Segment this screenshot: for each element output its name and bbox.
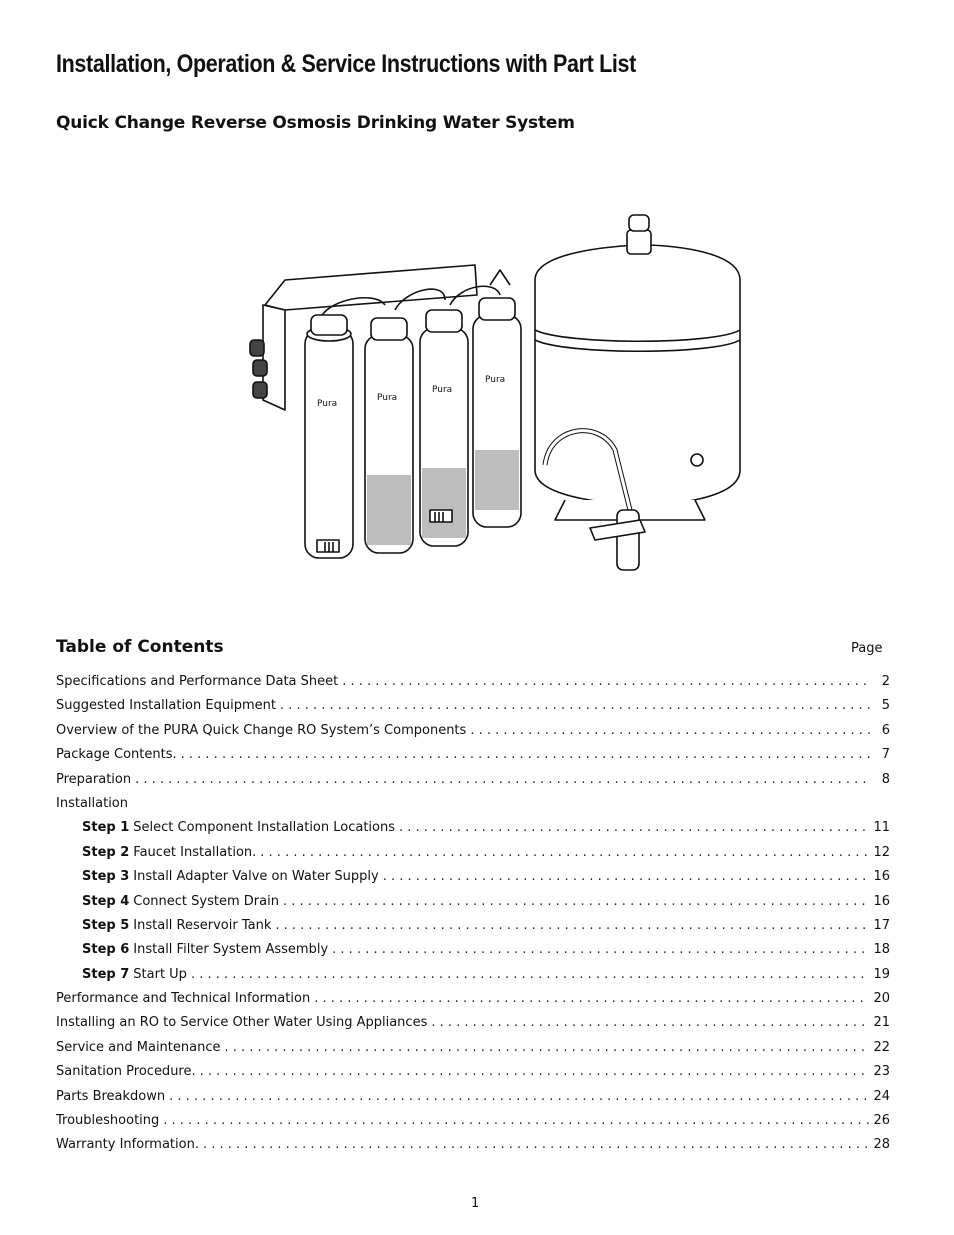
toc-entry-step: Step 1 xyxy=(82,820,130,836)
toc-entry-leader xyxy=(470,719,872,743)
toc-entry-page: 23 xyxy=(873,1064,890,1080)
toc-entry-leader xyxy=(135,768,872,792)
toc-entry-title: Specifications and Performance Data Sheet xyxy=(56,674,339,689)
toc-entry-title: Preparation xyxy=(56,771,132,787)
toc-entry-leader xyxy=(342,670,872,694)
toc-entry-leader xyxy=(332,938,869,962)
toc-entry-leader xyxy=(383,865,870,889)
toc-entry-title: Select Component Installation Locations xyxy=(133,820,396,836)
toc-entry[interactable] xyxy=(56,1060,890,1084)
brand-label-2: Pura xyxy=(377,393,398,403)
toc-entry[interactable] xyxy=(56,1109,890,1133)
toc-entry-leader xyxy=(191,963,870,987)
toc-entry-leader xyxy=(181,743,872,767)
toc-entry-title: Start Up xyxy=(133,966,187,982)
toc-entry-page: 22 xyxy=(873,1039,890,1055)
toc-entry-page: 7 xyxy=(881,747,890,763)
toc-entry-leader xyxy=(280,694,872,718)
toc-entry-title: Troubleshooting xyxy=(56,1113,160,1129)
toc-entry-page: 17 xyxy=(873,917,890,933)
toc-entry-page: 12 xyxy=(873,844,890,860)
reservoir-tank xyxy=(535,215,740,520)
toc-entry[interactable] xyxy=(56,963,890,987)
toc-entry-title: Faucet Installation. xyxy=(133,844,257,860)
toc-entry[interactable] xyxy=(56,1133,890,1157)
toc-entry[interactable] xyxy=(56,816,890,840)
toc-entry-leader xyxy=(275,914,869,938)
toc-entry-page: 2 xyxy=(881,674,890,689)
toc-entry-page: 20 xyxy=(873,991,890,1007)
toc-entry-title: Sanitation Procedure. xyxy=(56,1064,196,1080)
toc-entry-step: Step 4 xyxy=(82,893,130,909)
toc-entry-step: Step 2 xyxy=(82,844,130,860)
toc-entry[interactable] xyxy=(56,890,890,914)
toc-entry-leader xyxy=(260,841,869,865)
toc-entry[interactable] xyxy=(56,865,890,889)
toc-entry-title: Install Reservoir Tank xyxy=(133,917,272,933)
filter-canister-2 xyxy=(365,318,413,553)
toc-entry-title: Package Contents. xyxy=(56,747,177,763)
toc-entry-step: Step 7 xyxy=(82,966,130,982)
brand-label-3: Pura xyxy=(432,385,453,395)
toc-entry[interactable] xyxy=(56,987,890,1011)
toc-entry-page: 26 xyxy=(873,1113,890,1129)
toc-entry[interactable] xyxy=(56,792,890,816)
toc-entry[interactable] xyxy=(56,1085,890,1109)
toc-entry-leader xyxy=(225,1036,870,1060)
toc-entry-page: 5 xyxy=(881,698,890,714)
filter-canister-4 xyxy=(473,298,521,527)
toc-entry[interactable] xyxy=(56,768,890,792)
brand-label-1: Pura xyxy=(317,399,338,409)
toc-entry-page: 16 xyxy=(873,869,890,885)
toc-heading: Table of Contents xyxy=(56,637,224,657)
document-subtitle: Quick Change Reverse Osmosis Drinking Water System xyxy=(56,113,575,133)
toc-entry[interactable] xyxy=(56,914,890,938)
ro-system-illustration xyxy=(245,210,745,580)
toc-entry[interactable] xyxy=(56,743,890,767)
toc-entry-title: Parts Breakdown xyxy=(56,1088,166,1104)
toc-entry-leader xyxy=(283,890,870,914)
toc-entry-leader xyxy=(200,1060,870,1084)
toc-entry-leader xyxy=(203,1133,869,1157)
toc-entry[interactable] xyxy=(56,1011,890,1035)
toc-entry-step: Step 5 xyxy=(82,917,130,933)
toc-entry-title: Overview of the PURA Quick Change RO System’s Components xyxy=(56,722,467,738)
page-number: 1 xyxy=(471,1196,480,1211)
toc-entry[interactable] xyxy=(56,694,890,718)
filter-canister-1 xyxy=(305,315,353,558)
toc-page-label: Page xyxy=(851,641,883,656)
toc-entry[interactable] xyxy=(56,841,890,865)
toc-entry-leader xyxy=(431,1011,869,1035)
table-of-contents xyxy=(56,670,890,1158)
toc-entry-title: Installing an RO to Service Other Water Using Appliances xyxy=(56,1015,428,1031)
toc-entry-page: 18 xyxy=(873,942,890,958)
toc-entry-title: Install Adapter Valve on Water Supply xyxy=(133,869,379,885)
toc-entry-title: Install Filter System Assembly xyxy=(133,942,329,958)
toc-entry-leader xyxy=(169,1085,869,1109)
toc-entry-page: 28 xyxy=(873,1137,890,1153)
toc-entry-title: Connect System Drain xyxy=(133,893,279,909)
toc-entry-page: 24 xyxy=(873,1088,890,1104)
filter-canister-3 xyxy=(420,310,468,546)
toc-entry-leader xyxy=(314,987,869,1011)
toc-entry-leader xyxy=(399,816,869,840)
toc-entry-step: Step 6 xyxy=(82,942,130,958)
toc-entry-page: 8 xyxy=(881,771,890,787)
brand-label-4: Pura xyxy=(485,375,506,385)
document-title: Installation, Operation & Service Instructions with Part List xyxy=(56,50,636,78)
toc-entry[interactable] xyxy=(56,670,890,694)
toc-entry-page: 6 xyxy=(881,722,890,738)
toc-entry-title: Installation xyxy=(56,795,129,811)
toc-entry-leader xyxy=(163,1109,869,1133)
toc-entry-title: Service and Maintenance xyxy=(56,1039,221,1055)
toc-entry-page: 21 xyxy=(873,1015,890,1031)
toc-entry[interactable] xyxy=(56,938,890,962)
toc-entry-page: 19 xyxy=(873,966,890,982)
toc-entry-page: 16 xyxy=(873,893,890,909)
toc-entry[interactable] xyxy=(56,1036,890,1060)
toc-entry-title: Performance and Technical Information xyxy=(56,991,311,1007)
toc-entry-title: Suggested Installation Equipment xyxy=(56,698,276,714)
toc-entry-title: Warranty Information. xyxy=(56,1137,199,1153)
toc-entry-step: Step 3 xyxy=(82,869,130,885)
toc-entry[interactable] xyxy=(56,719,890,743)
toc-entry-page: 11 xyxy=(873,820,890,836)
